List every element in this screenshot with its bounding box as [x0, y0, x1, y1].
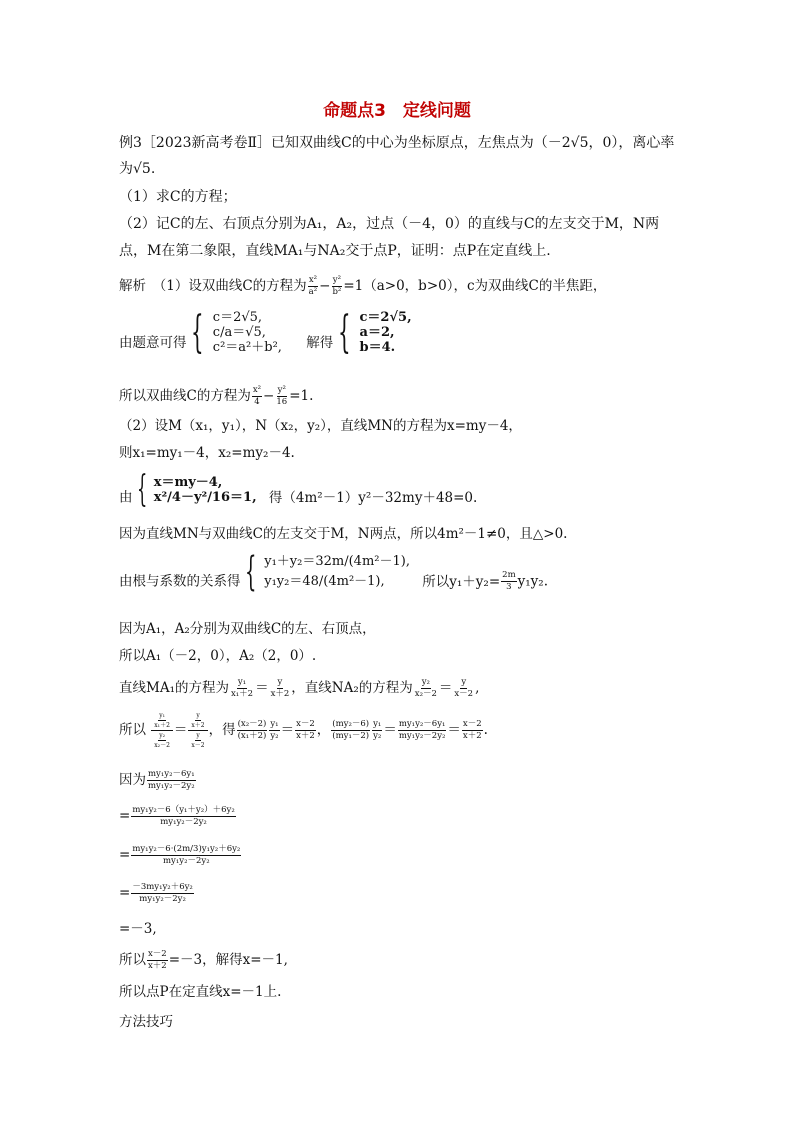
problem-part-2b: 点，M在第二象限，直线MA₁与NA₂交于点P，证明：点P在定直线上.: [119, 243, 551, 259]
solution-line-3: 所以双曲线C的方程为 $\frac{\text{x²}}{4}$ − $\frac{\text{y²}}{16}$ =1.: [119, 385, 314, 407]
solution-line-14: = $\frac{\text{my₁y₂－6（y₁＋y₂）＋6y₂}}{\text{my₁y₂－2y₂}}$: [119, 805, 235, 827]
solution-line-12: 所以 $\frac{\frac{\text{y₁}}{\text{x₁＋2}}}{\frac{\text{y₂}}{\text{x₂－2}}}$ ＝ $\frac{\frac{y}{x+2}}{\frac{y}{x-2}}$ ，得 $\frac{\text{(x₂－2)}}{\text{(x₁＋2)}}$ $\frac{\text{y₁}}{\text{y₂}}$ ＝ $\frac{x-2}{x+2}$ ， $\frac{\text{(my₂－6)}}{\text{(my₁－2)}}$ $\frac{\text{y₁}}{\text{y₂}}$ ＝ $\frac{\text{my₁y₂－6y₁}}{\text{my₁y₂－2y₂}}$ ＝ $\frac{x-2}{x+2}$ .: [119, 712, 488, 749]
solution-conclusion: 所以点P在定直线x=－1上.: [119, 984, 282, 1000]
slope-fraction-4: $\frac{y}{x-2}$: [454, 677, 474, 699]
system-row: c/a＝√5,: [212, 325, 266, 340]
solution-line-11: 直线MA₁的方程为 $\frac{\text{y₁}}{\text{x₁＋2}}$ ＝ $\frac{y}{x+2}$ ，直线NA₂的方程为 $\frac{\text{y₂}}{\text{x₂－2}}$ ＝ $\frac{y}{x-2}$ ,: [119, 677, 480, 699]
ratio-fraction-e: $\frac{\text{y₁}}{\text{y₂}}$: [373, 719, 382, 741]
solution-line-5: 则x₁=my₁－4，x₂=my₂－4.: [119, 445, 295, 461]
solution-line-10: 所以A₁（－2，0），A₂（2，0）.: [119, 648, 317, 664]
problem-part-2a: （2）记C的左、右顶点分别为A₁，A₂，过点（－4，0）的直线与C的左支交于M，N两: [119, 216, 660, 232]
step-fraction-0: $\frac{\text{my₁y₂－6y₁}}{\text{my₁y₂－2y₂}}$: [148, 769, 195, 791]
solution-line-13: 因为 $\frac{\text{my₁y₂－6y₁}}{\text{my₁y₂－2y₂}}$: [119, 769, 195, 791]
solution-line-8: 由根与系数的关系得 { y₁＋y₂＝32m/(4m²－1), y₁y₂＝48/(4m²－1), 所以y₁＋y₂= $\frac{2m}{3}$ y₁y₂.: [119, 549, 548, 595]
solution-line-4: （2）设M（x₁，y₁），N（x₂，y₂），直线MN的方程为x=my－4，: [119, 418, 522, 434]
solution-line-9: 因为A₁，A₂分别为双曲线C的左、右顶点，: [119, 621, 376, 637]
problem-part-1: （1）求C的方程；: [119, 189, 237, 205]
solution-line-18: 所以 $\frac{x-2}{x+2}$ =－3，解得x=－1,: [119, 949, 288, 971]
system-row: c＝2√5,: [359, 310, 412, 325]
result-system: { c＝2√5, a＝2, b＝4.: [337, 306, 412, 358]
system-row: x²/4－y²/16＝1,: [153, 490, 257, 505]
system-row: b＝4.: [359, 340, 396, 355]
x2-over-a2-fraction: $\frac{\text{x²}}{\text{a²}}$: [308, 275, 318, 297]
system-row: y₁＋y₂＝32m/(4m²－1),: [264, 554, 410, 569]
section-title: 命题点3 定线问题: [323, 101, 471, 121]
y2-over-b2-fraction: $\frac{\text{y²}}{\text{b²}}$: [332, 275, 342, 297]
solution-line-1: 解析 （1）设双曲线C的方程为 $\frac{\text{x²}}{\text{a²}}$ − $\frac{\text{y²}}{\text{b²}}$ =1（a>0，b>0），c为双曲线C的半焦距，: [119, 275, 607, 297]
ratio-fraction-g: $\frac{x-2}{x+2}$: [462, 719, 482, 741]
compound-fraction-right: $\frac{\frac{y}{x+2}}{\frac{y}{x-2}}$: [188, 712, 207, 749]
step-fraction-1: $\frac{\text{my₁y₂－6（y₁＋y₂）＋6y₂}}{\text{my₁y₂－2y₂}}$: [132, 805, 235, 827]
compound-fraction: $\frac{\frac{\text{y₁}}{\text{x₁＋2}}}{\frac{\text{y₂}}{\text{x₂－2}}}$: [151, 712, 173, 749]
solution-line-7: 因为直线MN与双曲线C的左支交于M，N两点，所以4m²－1≠0，且△>0.: [119, 526, 568, 542]
system-row: y₁y₂＝48/(4m²－1),: [264, 574, 385, 589]
ratio-fraction-d: $\frac{\text{(my₂－6)}}{\text{(my₁－2)}}$: [332, 719, 370, 741]
slope-fraction-1: $\frac{\text{y₁}}{\text{x₁＋2}}$: [230, 677, 254, 699]
solution-line-17: =－3,: [119, 921, 157, 937]
system-row: c＝2√5,: [212, 310, 263, 325]
line-hyperbola-system: { x＝my－4, x²/4－y²/16＝1,: [136, 469, 257, 510]
final-fraction: $\frac{x-2}{x+2}$: [148, 949, 167, 971]
vieta-system: { y₁＋y₂＝32m/(4m²－1), y₁y₂＝48/(4m²－1),: [244, 549, 410, 595]
system-row: a＝2,: [359, 325, 395, 340]
2m-over-3-fraction: $\frac{2m}{3}$: [502, 570, 516, 592]
ratio-fraction-c: $\frac{x-2}{x+2}$: [296, 719, 315, 741]
given-system: { c＝2√5, c/a＝√5, c²＝a²＋b²,: [190, 306, 282, 358]
slope-fraction-2: $\frac{y}{x+2}$: [270, 677, 290, 699]
ratio-fraction-a: $\frac{\text{(x₂－2)}}{\text{(x₁＋2)}}$: [237, 719, 267, 741]
step-fraction-3: $\frac{\text{－3my₁y₂＋6y₂}}{\text{my₁y₂－2y₂}}$: [132, 882, 193, 904]
slope-fraction-3: $\frac{\text{y₂}}{\text{x₂－2}}$: [414, 677, 437, 699]
ratio-fraction-f: $\frac{\text{my₁y₂－6y₁}}{\text{my₁y₂－2y₂}}$: [398, 719, 446, 741]
y2-over-16-fraction: $\frac{\text{y²}}{16}$: [276, 385, 288, 407]
system-row: c²＝a²＋b²,: [212, 340, 282, 355]
system-row: x＝my－4,: [153, 475, 223, 490]
step-fraction-2: $\frac{\text{my₁y₂－6·(2m/3)y₁y₂＋6y₂}}{\text{my₁y₂－2y₂}}$: [132, 844, 241, 866]
x2-over-4-fraction: $\frac{\text{x²}}{4}$: [252, 385, 262, 407]
solution-line-6: 由 { x＝my－4, x²/4－y²/16＝1, 得（4m²－1）y²－32my＋48=0.: [119, 469, 478, 510]
method-tips-heading: 方法技巧: [119, 1014, 173, 1030]
ratio-fraction-b: $\frac{\text{y₁}}{\text{y₂}}$: [270, 719, 279, 741]
problem-line-1: 例3［2023新高考卷Ⅱ］已知双曲线C的中心为坐标原点，左焦点为（－2√5，0），离心率: [119, 135, 675, 151]
solution-line-2: 由题意可得 { c＝2√5, c/a＝√5, c²＝a²＋b², 解得 { c＝2√5, a＝2, b＝4.: [119, 306, 412, 358]
solution-line-16: = $\frac{\text{－3my₁y₂＋6y₂}}{\text{my₁y₂－2y₂}}$: [119, 882, 193, 904]
problem-line-2: 为√5.: [119, 161, 156, 177]
solution-line-15: = $\frac{\text{my₁y₂－6·(2m/3)y₁y₂＋6y₂}}{\text{my₁y₂－2y₂}}$: [119, 844, 241, 866]
